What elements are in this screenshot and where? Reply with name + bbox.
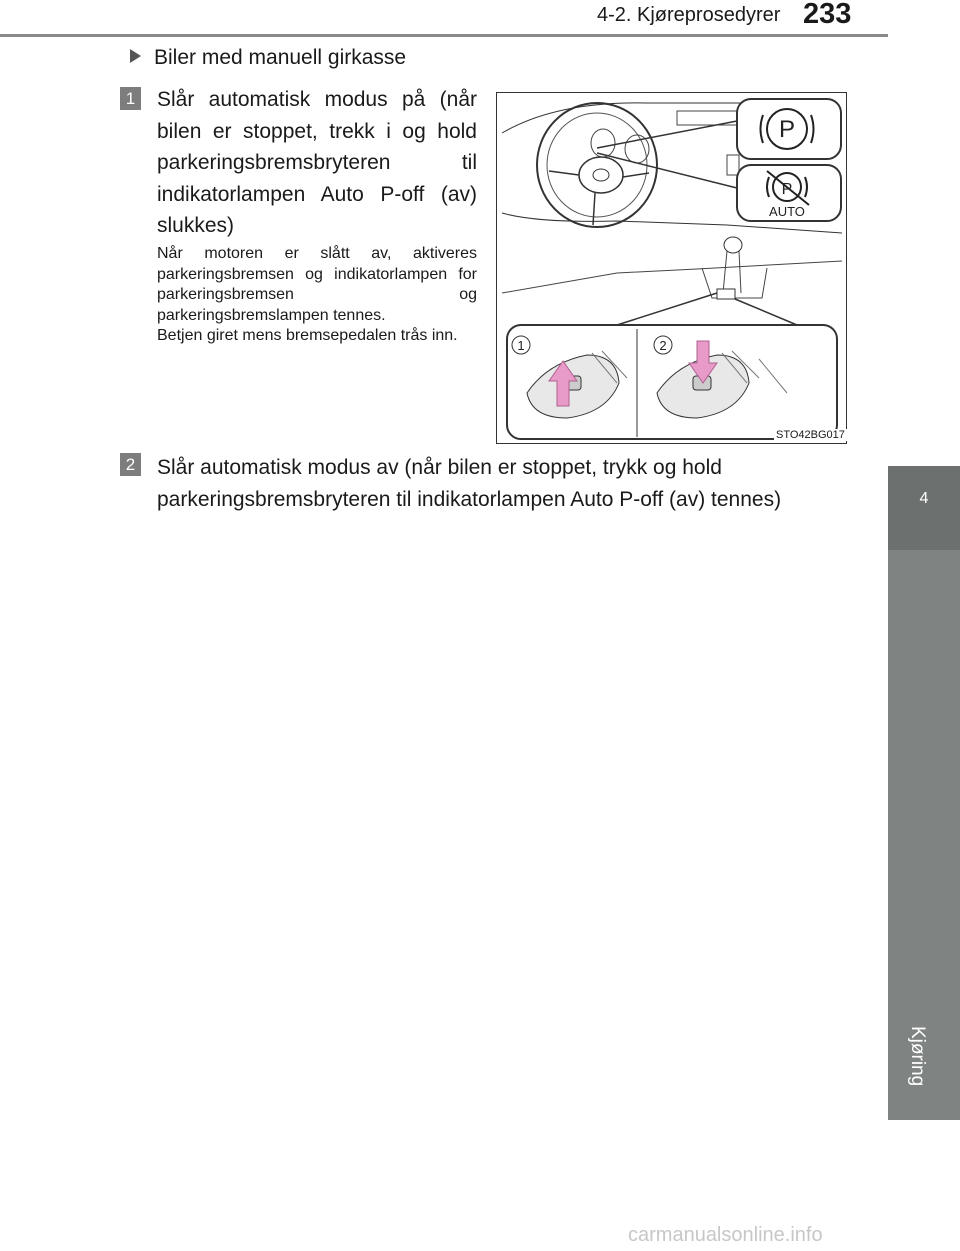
illustration-code: STO42BG017: [776, 429, 845, 441]
step-2-badge: 2: [120, 453, 141, 476]
step-1-badge: 1: [120, 87, 141, 110]
step-1-note-line-2: Betjen giret mens bremsepedalen trås inn.: [157, 327, 458, 344]
p-icon-label: P: [778, 116, 796, 143]
header-section-title: 4-2. Kjøreprosedyrer: [597, 4, 781, 26]
step-2-text: Slår automatisk modus av (når bilen er stoppet, trykk og hold parkeringsbremsbryteren til indikatorlampen Auto P-off (av) tennes): [157, 456, 782, 511]
dashboard-drawing: [497, 93, 848, 445]
step-1-note: [157, 244, 477, 347]
p-icon-label-small: P: [781, 181, 793, 198]
subheading: [130, 46, 406, 70]
page-number: 233: [803, 0, 852, 30]
header-divider: [0, 34, 888, 37]
subheading-text: Biler med manuell girkasse: [154, 46, 407, 69]
triangle-bullet-icon: [130, 49, 141, 63]
chapter-side-tab: [888, 466, 960, 1120]
callout-1-label: 1: [517, 338, 525, 353]
chapter-title: Kjøring: [907, 1026, 928, 1087]
step-1-text: Slår automatisk modus på (når bilen er stoppet, trekk i og hold parkeringsbremsbryteren til indikatorlampen Auto P-off (av) slukkes): [157, 88, 477, 237]
parking-brake-illustration: [496, 92, 847, 444]
watermark: carmanualsonline.info: [628, 1224, 823, 1246]
chapter-number: 4: [919, 490, 929, 507]
step-1-note-line-1: Når motoren er slått av, aktiveres parkeringsbremsen og indikatorlampen for parkeringsbremsen og parkeringsbremslampen tennes.: [157, 245, 477, 324]
callout-2-label: 2: [659, 338, 667, 353]
chapter-number-block: [888, 466, 960, 550]
auto-icon-label: AUTO: [769, 204, 805, 219]
